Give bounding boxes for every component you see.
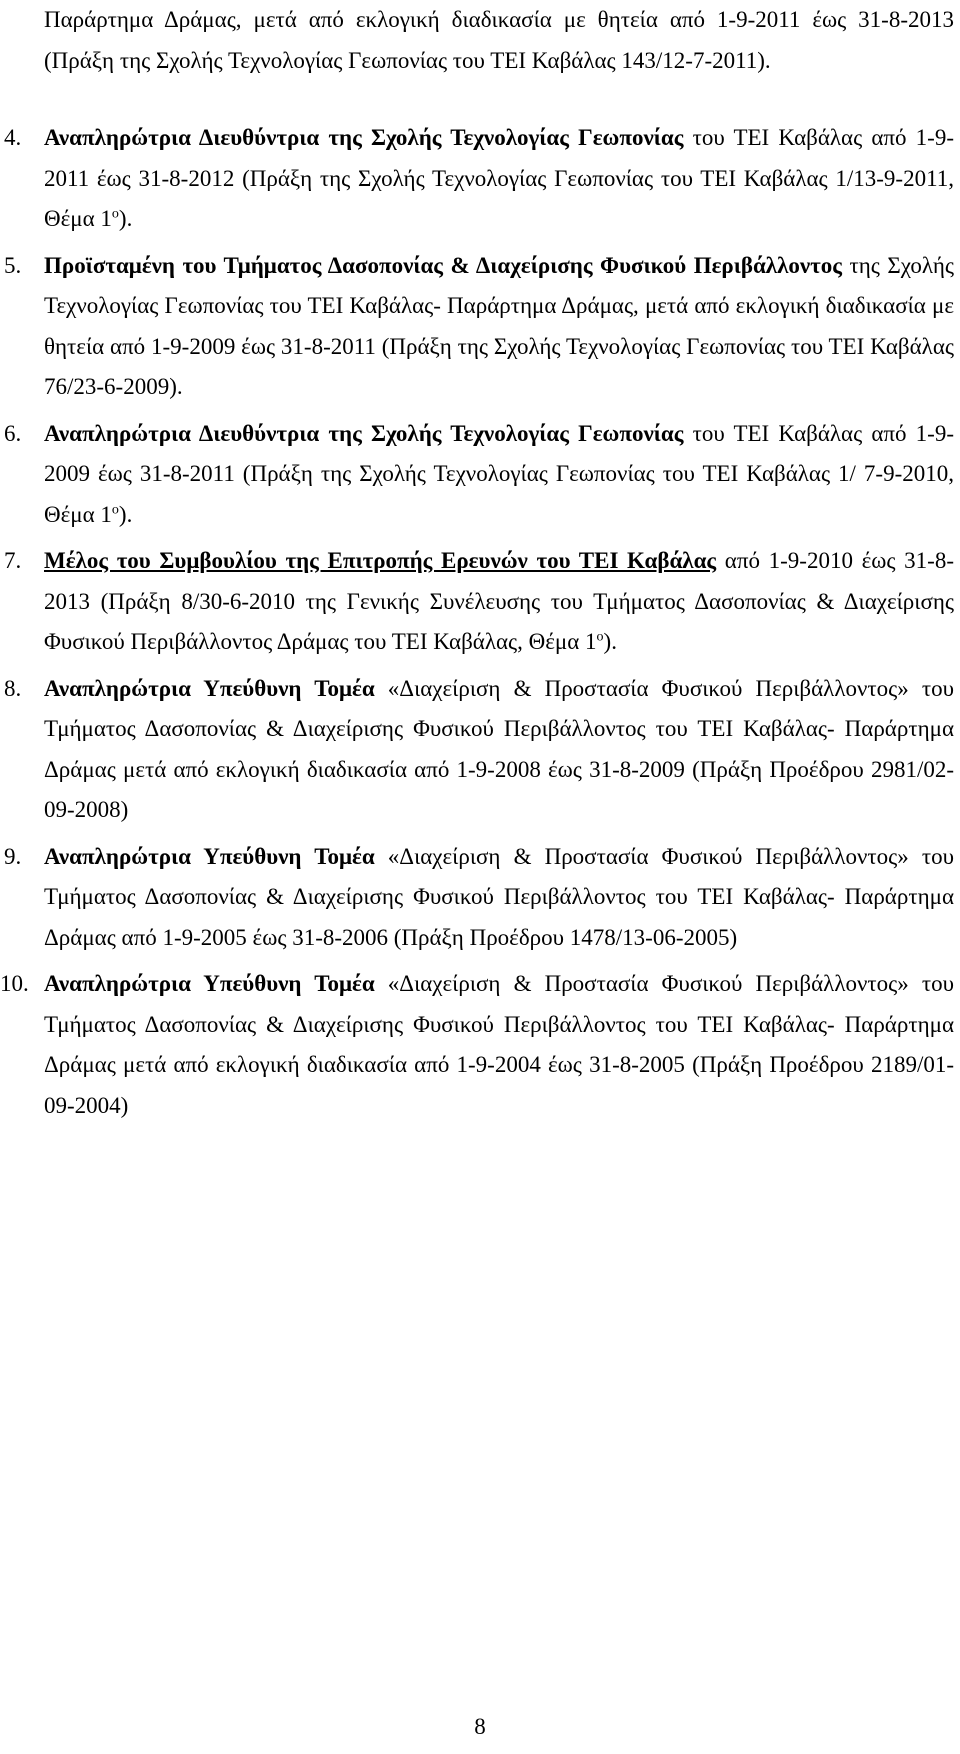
item-text: του ΤΕΙ Καβάλας από 1-9-2009 έως 31-8-2011 (Πράξη της Σχολής Τεχνολογίας Γεωπονίας του ΤΕΙ Καβάλας 1/ 7-9-2010, Θέμα 1 (44, 420, 955, 527)
list-item (0, 964, 954, 1126)
item-number: 4. (4, 125, 22, 150)
item-tail: ). (118, 501, 133, 527)
item-text: «Διαχείριση & Προστασία Φυσικού Περιβάλλοντος» του Τμήματος Δασοπονίας & Διαχείρισης Φυσικού Περιβάλλοντος του ΤΕΙ Καβάλας- Παράρτημα Δράμας από 1-9-2005 έως 31-8-2006 (Πράξη Προέδρου 1478/13-06-2005) (44, 843, 954, 950)
item-number: 7. (4, 548, 22, 573)
item-text: της Σχολής Τεχνολογίας Γεωπονίας του ΤΕΙ Καβάλας- Παράρτημα Δράμας, μετά από εκλογική διαδικασία με θητεία από 1-9-2009 έως 31-8-2011 (Πράξη της Σχολής Τεχνολογίας Γεωπονίας του ΤΕΙ Καβάλας 76/23-6-2009). (44, 252, 954, 399)
positions-list (0, 118, 960, 1132)
list-item (0, 541, 954, 663)
item-text: «Διαχείριση & Προστασία Φυσικού Περιβάλλοντος» του Τμήματος Δασοπονίας & Διαχείρισης Φυσικού Περιβάλλοντος του ΤΕΙ Καβάλας- Παράρτημα Δράμας μετά από εκλογική διαδικασία από 1-9-2008 έως 31-8-2009 (Πράξη Προέδρου 2981/02-09-2008) (44, 675, 954, 822)
item-title: Προϊσταμένη του Τμήματος Δασοπονίας & Διαχείρισης Φυσικού Περιβάλλοντος (44, 252, 842, 278)
item-superscript: ο (111, 206, 119, 222)
list-item (0, 669, 954, 831)
item-title: Αναπληρώτρια Υπεύθυνη Τομέα (44, 675, 375, 701)
item-tail: ). (603, 629, 617, 654)
item-tail: ). (118, 206, 133, 231)
list-item (0, 837, 954, 959)
item-superscript: ο (596, 629, 604, 645)
item-title: Αναπληρώτρια Διευθύντρια της Σχολής Τεχνολογίας Γεωπονίας (44, 125, 684, 150)
list-item (0, 246, 954, 408)
item-number: 6. (4, 420, 22, 446)
page-number: 8 (474, 1714, 486, 1739)
item-text: του ΤΕΙ Καβάλας από 1-9-2011 έως 31-8-2012 (Πράξη της Σχολής Τεχνολογίας Γεωπονίας του ΤΕΙ Καβάλας 1/13-9-2011, Θέμα 1 (44, 125, 955, 231)
continued-paragraph: Παράρτημα Δράμας, μετά από εκλογική διαδικασία με θητεία από 1-9-2011 έως 31-8-2013 (Πράξη της Σχολής Τεχνολογίας Γεωπονίας του ΤΕΙ Καβάλας 143/12-7-2011). (44, 7, 954, 73)
list-item (0, 414, 954, 536)
item-title: Αναπληρώτρια Υπεύθυνη Τομέα (44, 843, 375, 869)
item-text: από 1-9-2010 έως 31-8-2013 (Πράξη 8/30-6-2010 της Γενικής Συνέλευσης του Τμήματος Δασοπονίας & Διαχείρισης Φυσικού Περιβάλλοντος Δράμας του ΤΕΙ Καβάλας, Θέμα 1 (44, 548, 954, 654)
item-number: 9. (4, 843, 22, 869)
item-title: Αναπληρώτρια Υπεύθυνη Τομέα (44, 971, 375, 996)
item-number: 10. (0, 971, 29, 996)
item-superscript: ο (111, 501, 119, 517)
item-title: Αναπληρώτρια Διευθύντρια της Σχολής Τεχνολογίας Γεωπονίας (44, 420, 684, 446)
item-number: 5. (4, 252, 22, 278)
item-number: 8. (4, 675, 22, 701)
item-title: Μέλος του Συμβουλίου της Επιτροπής Ερευνών του ΤΕΙ Καβάλας (44, 548, 717, 573)
item-text: «Διαχείριση & Προστασία Φυσικού Περιβάλλοντος» του Τμήματος Δασοπονίας & Διαχείρισης Φυσικού Περιβάλλοντος του ΤΕΙ Καβάλας- Παράρτημα Δράμας μετά από εκλογική διαδικασία από 1-9-2004 έως 31-8-2005 (Πράξη Προέδρου 2189/01-09-2004) (44, 971, 954, 1118)
list-item (0, 118, 954, 240)
